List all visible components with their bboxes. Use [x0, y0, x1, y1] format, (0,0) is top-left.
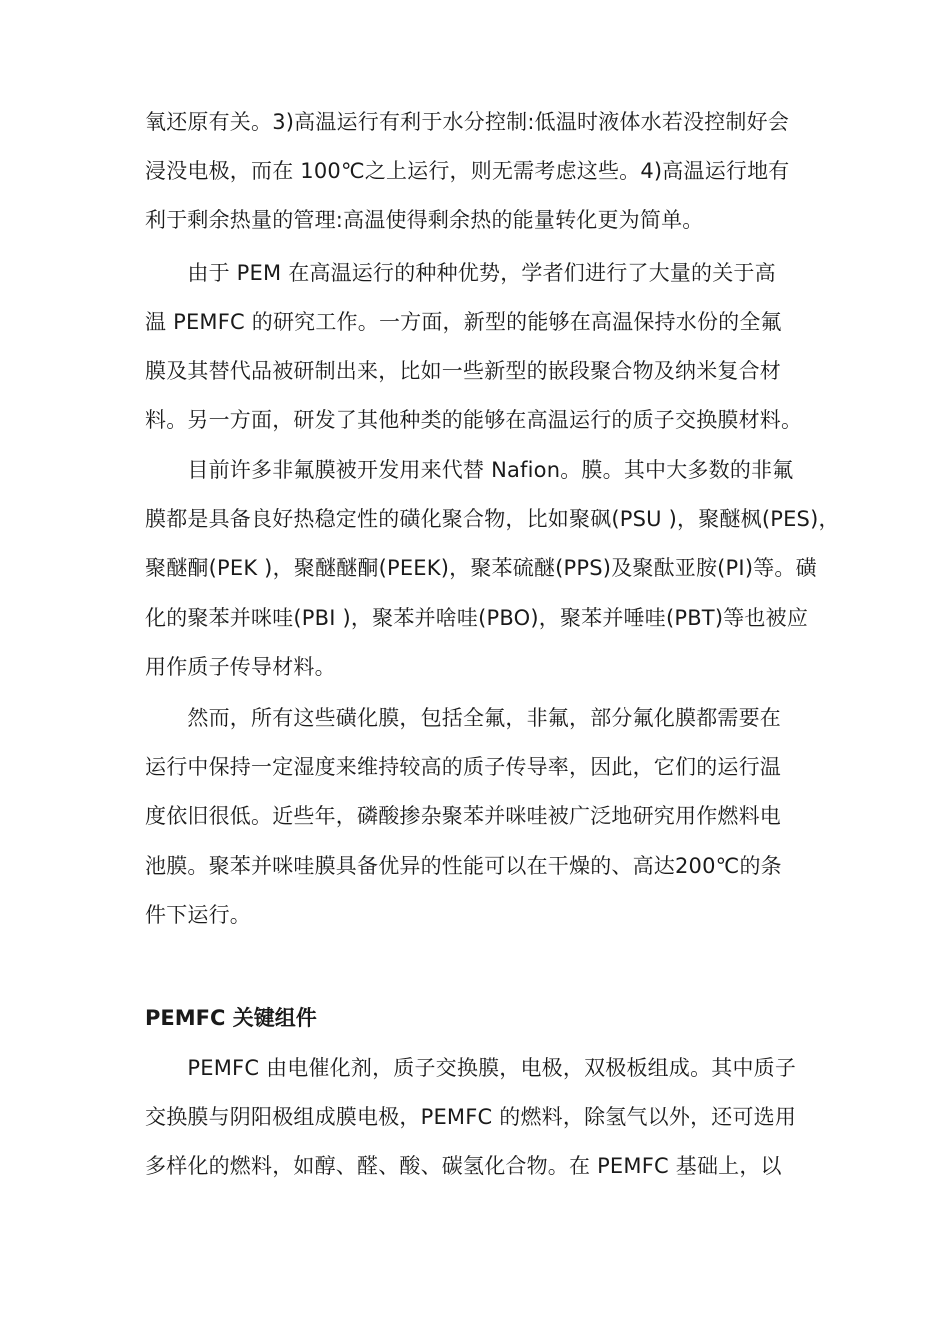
- text-line: 浸没电极，而在 100℃之上运行，则无需考虑这些。4)高温运行地有: [145, 159, 790, 183]
- text-line: 化的聚苯并咪哇(PBI )，聚苯并啥哇(PBO)，聚苯并唾哇(PBT)等也被应: [145, 606, 809, 630]
- text-line: PEMFC 由电催化剂，质子交换膜，电极，双极板组成。其中质子: [145, 1056, 797, 1080]
- section-heading: PEMFC 关键组件: [145, 1006, 317, 1030]
- text-line: 氧还原有关。3)高温运行有利于水分控制:低温时液体水若没控制好会: [145, 110, 790, 134]
- text-line: 多样化的燃料，如醇、醛、酸、碳氢化合物。在 PEMFC 基础上，以: [145, 1154, 782, 1178]
- text-line: 用作质子传导材料。: [145, 655, 336, 679]
- text-line: 由于 PEM 在高温运行的种种优势，学者们进行了大量的关于高: [145, 261, 776, 285]
- text-line: 膜及其替代品被研制出来，比如一些新型的嵌段聚合物及纳米复合材: [145, 359, 781, 383]
- text-line: 运行中保持一定湿度来维持较高的质子传导率，因此，它们的运行温: [145, 755, 781, 779]
- text-line: 交换膜与阴阳极组成膜电极，PEMFC 的燃料，除氢气以外，还可选用: [145, 1105, 797, 1129]
- text-line: 度依旧很低。近些年，磷酸掺杂聚苯并咪哇被广泛地研究用作燃料电: [145, 804, 781, 828]
- text-line: 利于剩余热量的管理:高温使得剩余热的能量转化更为简单。: [145, 208, 704, 232]
- text-line: 件下运行。: [145, 903, 251, 927]
- text-line: 温 PEMFC 的研究工作。一方面，新型的能够在高温保持水份的全氟: [145, 310, 782, 334]
- text-line: 膜都是具备良好热稳定性的磺化聚合物，比如聚砜(PSU )，聚醚枫(PES)，: [145, 507, 840, 531]
- text-line: 然而，所有这些磺化膜，包括全氟，非氟，部分氟化膜都需要在: [145, 706, 781, 730]
- text-line: 料。另一方面，研发了其他种类的能够在高温运行的质子交换膜材料。: [145, 408, 803, 432]
- text-line: 池膜。聚苯并咪哇膜具备优异的性能可以在干燥的、高达200℃的条: [145, 854, 782, 878]
- text-line: 目前许多非氟膜被开发用来代替 Nafion。膜。其中大多数的非氟: [145, 458, 794, 482]
- text-line: 聚醚酮(PEK )，聚醚醚酮(PEEK)，聚苯硫醚(PPS)及聚酞亚胺(PI)等。磺: [145, 556, 817, 580]
